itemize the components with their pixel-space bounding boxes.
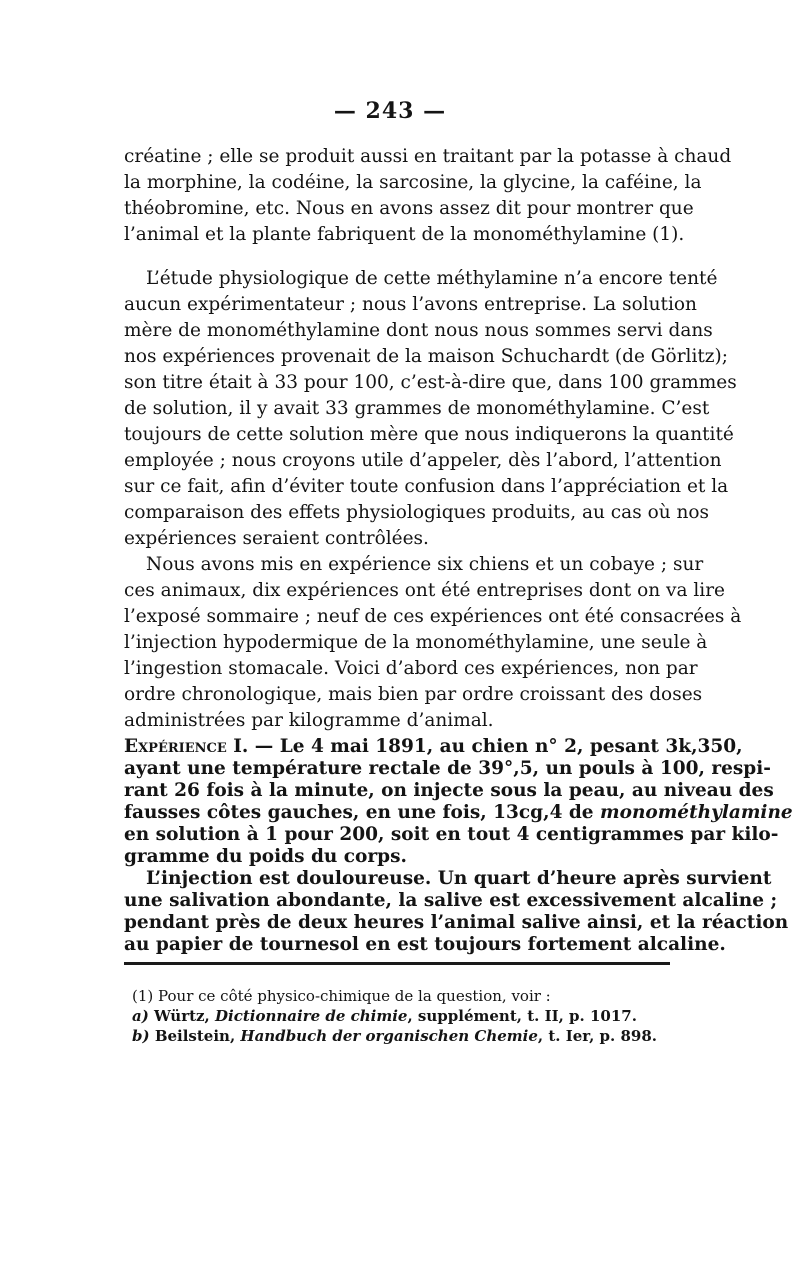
experience-text: — Le 4 mai 1891, au chien n° 2, pesant 3k,350, — [248, 736, 743, 757]
footnote-b — [132, 1026, 657, 1046]
text-line: de solution, il y avait 33 grammes de monométhylamine. C’est — [124, 398, 710, 419]
footnote-title: Handbuch der organischen Chemie — [240, 1027, 538, 1045]
text-line: Nous avons mis en expérience six chiens et un cobaye ; sur — [146, 554, 704, 575]
experience-label: Expérience I. — [124, 736, 249, 757]
text-line: son titre était à 33 pour 100, c’est-à-dire que, dans 100 grammes — [124, 372, 737, 393]
text-line: en solution à 1 pour 200, soit en tout 4 centigrammes par kilo- — [124, 824, 779, 845]
text-line: ayant une température rectale de 39°,5, un pouls à 100, respi- — [124, 758, 771, 779]
text-line: l’injection hypodermique de la monométhylamine, une seule à — [124, 632, 708, 653]
footnote-author: Beilstein, — [149, 1027, 241, 1045]
page-number: — 243 — — [333, 98, 447, 124]
text-line: comparaison des effets physiologiques produits, au cas où nos — [124, 502, 710, 523]
footnote-intro: (1) Pour ce côté physico-chimique de la question, voir : — [132, 987, 551, 1005]
text-line: rant 26 fois à la minute, on injecte sous la peau, au niveau des — [124, 780, 774, 801]
text-line: gramme du poids du corps. — [124, 846, 407, 867]
text-line: L’injection est douloureuse. Un quart d’heure après survient — [146, 868, 772, 889]
text-line: l’exposé sommaire ; neuf de ces expériences ont été consacrées à — [124, 606, 742, 627]
text-line: créatine ; elle se produit aussi en traitant par la potasse à chaud — [124, 146, 732, 167]
text-line: ces animaux, dix expériences ont été entreprises dont on va lire — [124, 580, 725, 601]
text-line: sur ce fait, afin d’éviter toute confusion dans l’appréciation et la — [124, 476, 729, 497]
text-line: la morphine, la codéine, la sarcosine, la glycine, la caféine, la — [124, 172, 702, 193]
text-line: mère de monométhylamine dont nous nous sommes servi dans — [124, 320, 713, 341]
text-line: L’étude physiologique de cette méthylamine n’a encore tenté — [146, 268, 718, 289]
text-line: une salivation abondante, la salive est excessivement alcaline ; — [124, 890, 778, 911]
italic-term: monométhylamine — [600, 802, 793, 823]
text-line: ordre chronologique, mais bien par ordre croissant des doses — [124, 684, 703, 705]
text-line: employée ; nous croyons utile d’appeler, dès l’abord, l’attention — [124, 450, 722, 471]
text-line: pendant près de deux heures l’animal salive ainsi, et la réaction — [124, 912, 789, 933]
text-line: toujours de cette solution mère que nous indiquerons la quantité — [124, 424, 734, 445]
footnote-a — [132, 1006, 637, 1026]
text-line: nos expériences provenait de la maison Schuchardt (de Görlitz); — [124, 346, 729, 367]
text-line: administrées par kilogramme d’animal. — [124, 710, 494, 731]
text-line: l’animal et la plante fabriquent de la monométhylamine (1). — [124, 224, 685, 245]
footnote-title: Dictionnaire de chimie — [215, 1007, 408, 1025]
footnote-label: a) — [132, 1007, 149, 1025]
text-span: fausses côtes gauches, en une fois, 13cg,4 de — [124, 802, 601, 823]
footnote-ref: , supplément, t. II, p. 1017. — [407, 1007, 637, 1025]
text-line: au papier de tournesol en est toujours fortement alcaline. — [124, 934, 726, 955]
footnote-rule — [124, 962, 670, 965]
text-line: théobromine, etc. Nous en avons assez dit pour montrer que — [124, 198, 694, 219]
text-line: expériences seraient contrôlées. — [124, 528, 429, 549]
text-line: l’ingestion stomacale. Voici d’abord ces expériences, non par — [124, 658, 698, 679]
footnote-ref: , t. Ier, p. 898. — [537, 1027, 657, 1045]
text-line: aucun expérimentateur ; nous l’avons entreprise. La solution — [124, 294, 697, 315]
footnote-label: b) — [132, 1027, 150, 1045]
footnote-author: Würtz, — [148, 1007, 215, 1025]
